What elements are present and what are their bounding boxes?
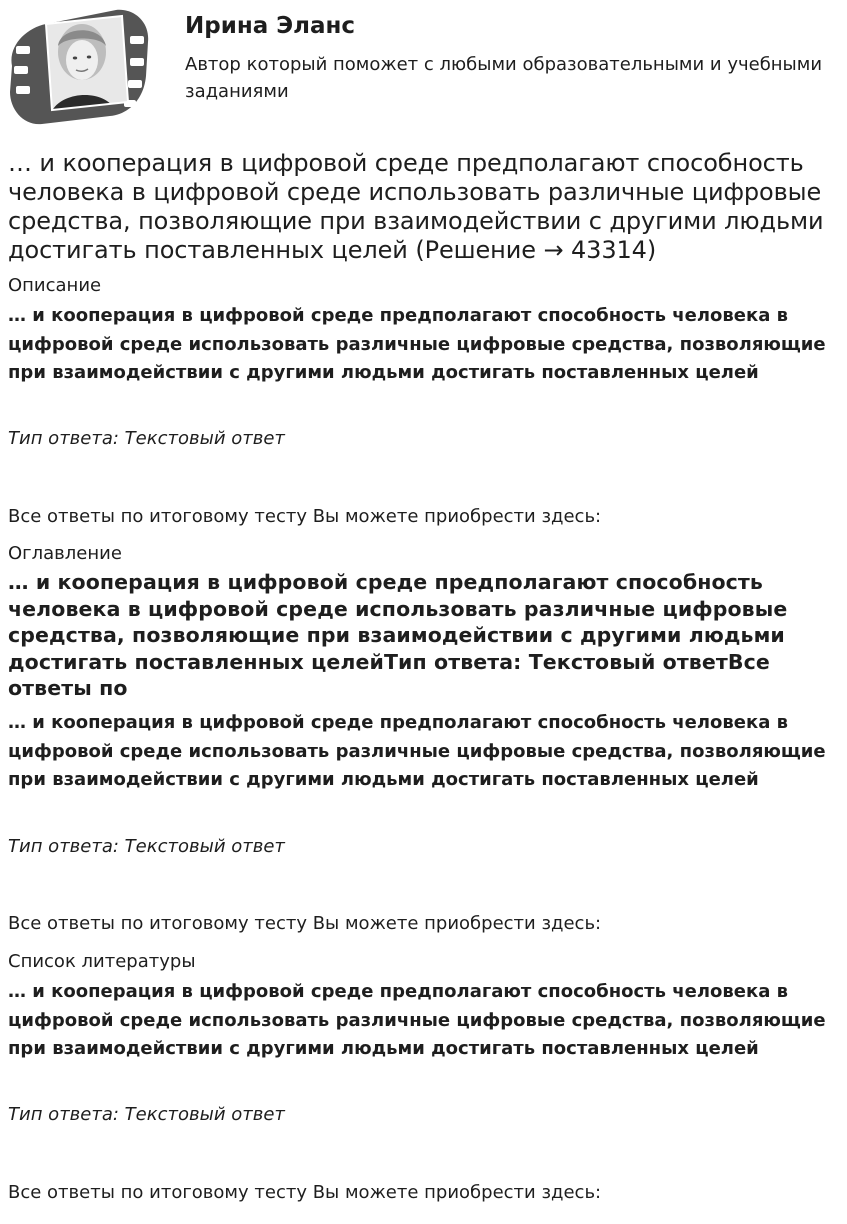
section-label-description: Описание xyxy=(8,275,102,296)
author-avatar-icon xyxy=(6,6,152,128)
question-text: … и кооперация в цифровой среде предполагают способность человека в цифровой среде использовать различные цифровые средства, позволяющие при взаимодействии с другими людьми достигать поставленных целей xyxy=(8,305,826,383)
answer-type: Тип ответа: Текстовый ответ xyxy=(8,836,285,857)
question-text: … и кооперация в цифровой среде предполагают способность человека в цифровой среде использовать различные цифровые средства, позволяющие при взаимодействии с другими людьми достигать поставленных целей xyxy=(8,981,826,1059)
contents-heading: … и кооперация в цифровой среде предполагают способность человека в цифровой среде использовать различные цифровые средства, позволяющие при взаимодействии с другими людьми достигать поставленных целейТип ответа: Текстовый ответВсе ответы по xyxy=(8,570,788,700)
answer-type: Тип ответа: Текстовый ответ xyxy=(8,1104,285,1125)
question-text: … и кооперация в цифровой среде предполагают способность человека в цифровой среде использовать различные цифровые средства, позволяющие при взаимодействии с другими людьми достигать поставленных целей xyxy=(8,712,826,790)
purchase-note: Все ответы по итоговому тесту Вы можете приобрести здесь: xyxy=(8,1182,602,1203)
author-description: Автор который поможет с любыми образовательными и учебными заданиями xyxy=(185,54,823,102)
purchase-note: Все ответы по итоговому тесту Вы можете приобрести здесь: xyxy=(8,913,602,934)
answer-type: Тип ответа: Текстовый ответ xyxy=(8,428,285,449)
purchase-note: Все ответы по итоговому тесту Вы можете приобрести здесь: xyxy=(8,506,602,527)
author-name: Ирина Эланс xyxy=(185,13,356,39)
page-title: … и кооперация в цифровой среде предполагают способность человека в цифровой среде использовать различные цифровые средства, позволяющие при взаимодействии с другими людьми достигать поставленных целей (Решение → 43314) xyxy=(8,149,824,264)
section-label-references: Список литературы xyxy=(8,951,196,972)
section-label-contents: Оглавление xyxy=(8,543,122,564)
